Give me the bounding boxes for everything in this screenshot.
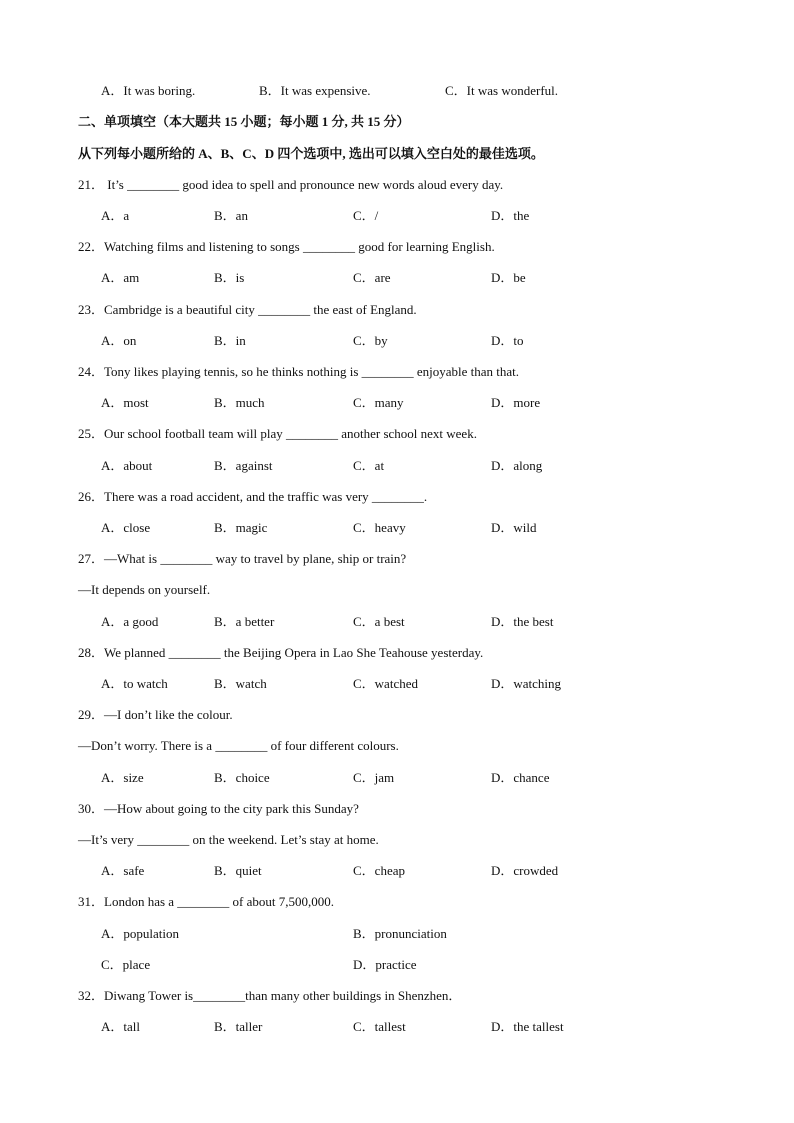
q24-option-d: D．more bbox=[491, 395, 541, 410]
q23-option-d: D．to bbox=[491, 333, 524, 348]
q24-option-b: B．much bbox=[214, 395, 265, 410]
q25-option-d: D．along bbox=[491, 458, 543, 473]
q24-option-a: A．most bbox=[101, 395, 149, 410]
q21-option-d: D．the bbox=[491, 208, 530, 223]
q22-option-c: C．are bbox=[353, 270, 391, 285]
q30-option-b: B．quiet bbox=[214, 863, 262, 878]
question-22-stem: 22．Watching films and listening to songs ________ good for learning English. bbox=[78, 239, 495, 254]
q21-option-c: C．/ bbox=[353, 208, 379, 223]
q32-option-a: A．tall bbox=[101, 1019, 140, 1034]
q27-option-d: D．the best bbox=[491, 614, 554, 629]
q28-option-d: D．watching bbox=[491, 676, 562, 691]
q27-option-c: C．a best bbox=[353, 614, 405, 629]
q32-option-c: C．tallest bbox=[353, 1019, 406, 1034]
q32-option-d: D．the tallest bbox=[491, 1019, 564, 1034]
q21-option-b: B．an bbox=[214, 208, 248, 223]
section-instruction: 从下列每小题所给的 A、B、C、D 四个选项中, 选出可以填入空白处的最佳选项。 bbox=[78, 146, 544, 161]
q27-option-b: B．a better bbox=[214, 614, 275, 629]
q28-option-a: A．to watch bbox=[101, 676, 168, 691]
q31-option-c: C．place bbox=[101, 957, 151, 972]
q26-option-a: A．close bbox=[101, 520, 151, 535]
question-21-stem: 21． It’s ________ good idea to spell and pronounce new words aloud every day. bbox=[78, 177, 504, 192]
q29-option-c: C．jam bbox=[353, 770, 395, 785]
question-25-stem: 25．Our school football team will play ________ another school next week. bbox=[78, 426, 477, 441]
question-28-stem: 28．We planned ________ the Beijing Opera in Lao She Teahouse yesterday. bbox=[78, 645, 484, 660]
question-27-stem: 27．—What is ________ way to travel by plane, ship or train? bbox=[78, 551, 407, 566]
q25-option-a: A．about bbox=[101, 458, 153, 473]
q26-option-d: D．wild bbox=[491, 520, 537, 535]
q24-option-c: C．many bbox=[353, 395, 404, 410]
question-30-stem: 30．—How about going to the city park this Sunday? bbox=[78, 801, 359, 816]
q30-option-c: C．cheap bbox=[353, 863, 405, 878]
question-30-reply: —It’s very ________ on the weekend. Let’s stay at home. bbox=[78, 832, 379, 847]
question-31-stem: 31．London has a ________ of about 7,500,000. bbox=[78, 894, 335, 909]
q23-option-a: A．on bbox=[101, 333, 137, 348]
q29-option-d: D．chance bbox=[491, 770, 550, 785]
option-c: C．It was wonderful. bbox=[445, 83, 559, 98]
q22-option-b: B．is bbox=[214, 270, 245, 285]
q21-option-a: A．a bbox=[101, 208, 130, 223]
question-29-reply: —Don’t worry. There is a ________ of four different colours. bbox=[78, 738, 399, 753]
q27-option-a: A．a good bbox=[101, 614, 159, 629]
q32-option-b: B．taller bbox=[214, 1019, 263, 1034]
q22-option-a: A．am bbox=[101, 270, 140, 285]
question-26-stem: 26．There was a road accident, and the traffic was very ________. bbox=[78, 489, 428, 504]
option-b: B．It was expensive. bbox=[259, 83, 371, 98]
q31-option-b: B．pronunciation bbox=[353, 926, 447, 941]
q29-option-b: B．choice bbox=[214, 770, 270, 785]
section-title: 二、单项填空（本大题共 15 小题；每小题 1 分, 共 15 分） bbox=[78, 114, 410, 129]
q28-option-c: C．watched bbox=[353, 676, 418, 691]
q23-option-c: C．by bbox=[353, 333, 388, 348]
q31-option-a: A．population bbox=[101, 926, 179, 941]
q25-option-b: B．against bbox=[214, 458, 273, 473]
q22-option-d: D．be bbox=[491, 270, 526, 285]
question-32-stem: 32．Diwang Tower is________than many other buildings in Shenzhen． bbox=[78, 988, 462, 1003]
option-a: A．It was boring. bbox=[101, 83, 196, 98]
question-27-reply: —It depends on yourself. bbox=[78, 582, 211, 597]
q28-option-b: B．watch bbox=[214, 676, 267, 691]
q30-option-d: D．crowded bbox=[491, 863, 559, 878]
q26-option-c: C．heavy bbox=[353, 520, 406, 535]
question-24-stem: 24．Tony likes playing tennis, so he thinks nothing is ________ enjoyable than that. bbox=[78, 364, 520, 379]
q26-option-b: B．magic bbox=[214, 520, 268, 535]
q25-option-c: C．at bbox=[353, 458, 385, 473]
q29-option-a: A．size bbox=[101, 770, 144, 785]
q30-option-a: A．safe bbox=[101, 863, 145, 878]
q23-option-b: B．in bbox=[214, 333, 246, 348]
q31-option-d: D．practice bbox=[353, 957, 417, 972]
question-23-stem: 23．Cambridge is a beautiful city ________ the east of England. bbox=[78, 302, 417, 317]
question-29-stem: 29．—I don’t like the colour. bbox=[78, 707, 233, 722]
